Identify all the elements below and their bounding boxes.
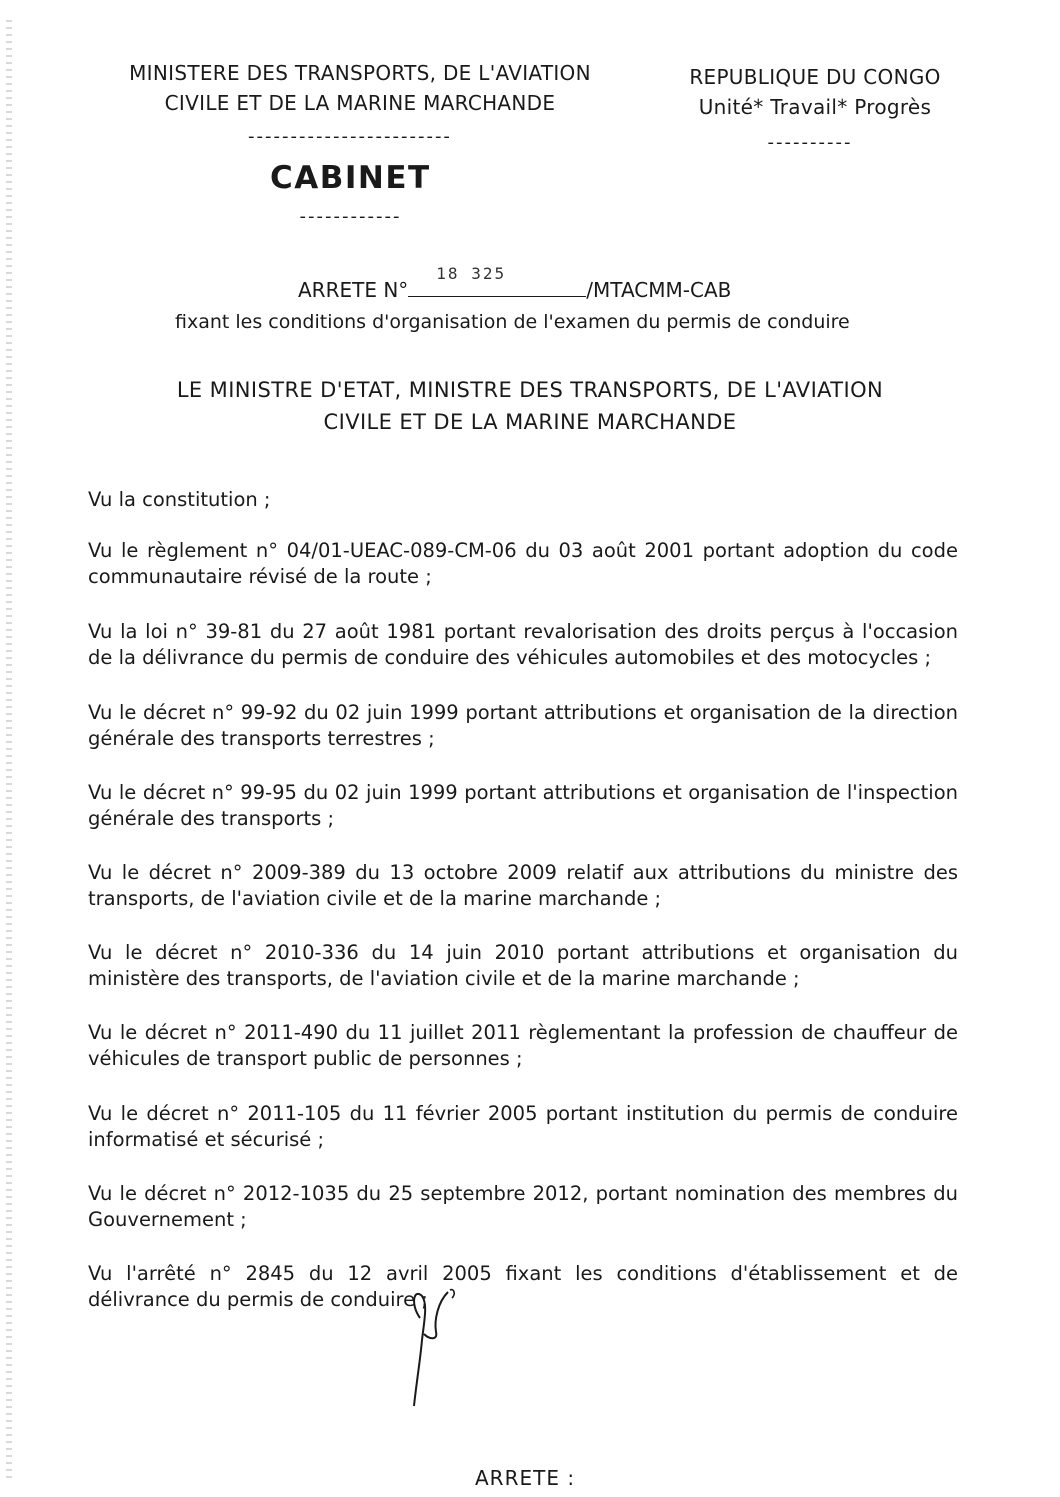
consideration-item: Vu le décret n° 99-95 du 02 juin 1999 portant attributions et organisation de l'inspection générale des transports ; (88, 781, 958, 830)
ministry-line-2: CIVILE ET DE LA MARINE MARCHANDE (164, 91, 556, 115)
consideration-item: Vu la loi n° 39-81 du 27 août 1981 portant revalorisation des droits perçus à l'occasion de la délivrance du permis de conduire des véhicules automobiles et des motocycles ; (88, 620, 958, 669)
minister-title (100, 374, 960, 438)
cabinet-dashes: ------------ (299, 206, 402, 227)
consideration-item: Vu la constitution ; (88, 488, 271, 511)
decision-heading: ARRETE : (475, 1466, 576, 1490)
arrete-subtitle: fixant les conditions d'organisation de l'examen du permis de conduire (175, 311, 850, 333)
consideration-item: Vu le décret n° 2010-336 du 14 juin 2010 portant attributions et organisation du ministère des transports, de l'aviation civile et de la marine marchande ; (88, 941, 958, 990)
consideration-item: Vu l'arrêté n° 2845 du 12 avril 2005 fixant les conditions d'établissement et de délivrance du permis de conduire ; (88, 1262, 958, 1311)
republic-header (665, 62, 965, 122)
minister-title-line-2: CIVILE ET DE LA MARINE MARCHANDE (323, 410, 737, 434)
consideration-item: Vu le décret n° 2011-105 du 11 février 2005 portant institution du permis de conduire informatisé et sécurisé ; (88, 1102, 958, 1151)
arrete-number-field (408, 264, 586, 297)
consideration-item: Vu le règlement n° 04/01-UEAC-089-CM-06 du 03 août 2001 portant adoption du code communautaire révisé de la route ; (88, 539, 958, 588)
cabinet-title: CABINET (270, 160, 431, 196)
ministry-dashes: ------------------------ (248, 126, 452, 147)
consideration-item: Vu le décret n° 2011-490 du 11 juillet 2011 règlementant la profession de chauffeur de véhicules de transport public de personnes ; (88, 1021, 958, 1070)
arrete-prefix: ARRETE N° (298, 278, 409, 302)
consideration-item: Vu le décret n° 99-92 du 02 juin 1999 portant attributions et organisation de la direction générale des transports terrestres ; (88, 701, 958, 750)
arrete-number: 18 325 (436, 264, 507, 283)
handwritten-initials (398, 1282, 468, 1412)
consideration-item: Vu le décret n° 2009-389 du 13 octobre 2009 relatif aux attributions du ministre des transports, de l'aviation civile et de la marine marchande ; (88, 861, 958, 910)
republic-motto: Unité* Travail* Progrès (698, 95, 932, 119)
republic-name: REPUBLIQUE DU CONGO (689, 65, 941, 89)
arrete-suffix: /MTACMM-CAB (586, 278, 732, 302)
ministry-line-1: MINISTERE DES TRANSPORTS, DE L'AVIATION (129, 61, 591, 85)
consideration-item: Vu le décret n° 2012-1035 du 25 septembre 2012, portant nomination des membres du Gouvernement ; (88, 1182, 958, 1231)
scan-edge-artifact (6, 20, 12, 1480)
minister-title-line-1: LE MINISTRE D'ETAT, MINISTRE DES TRANSPORTS, DE L'AVIATION (176, 378, 884, 402)
republic-dashes: ---------- (767, 132, 853, 153)
ministry-header (60, 58, 660, 118)
arrete-number-line (298, 264, 732, 302)
